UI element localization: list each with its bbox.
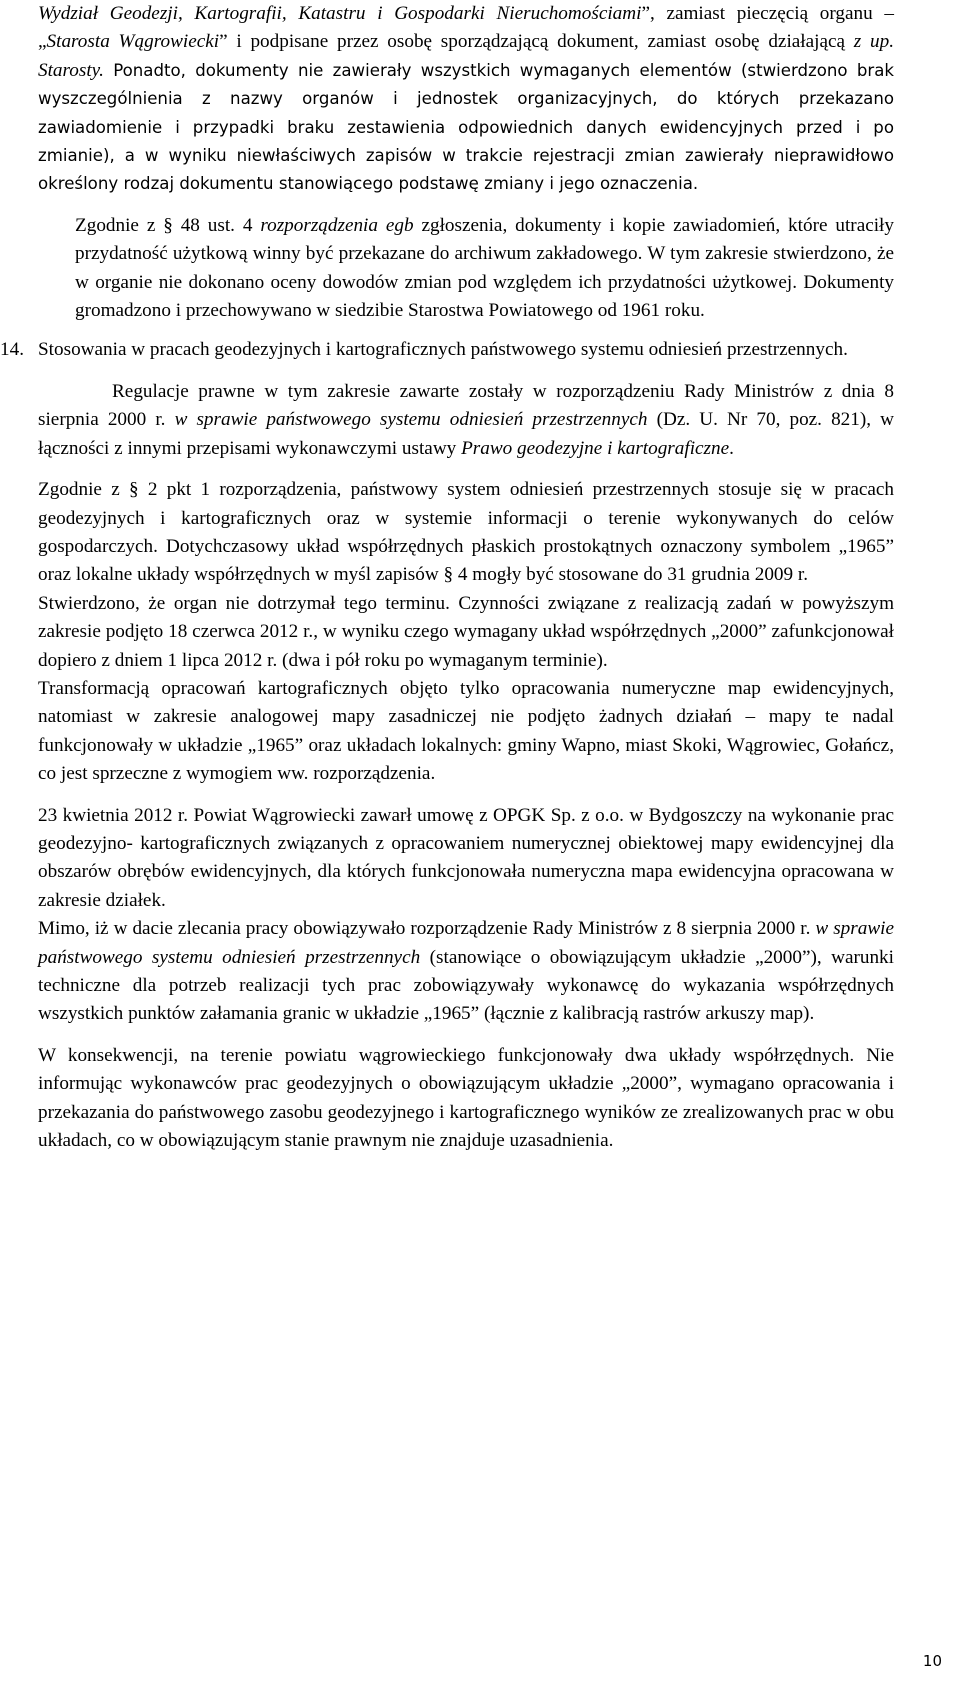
section-14-heading xyxy=(0,336,894,364)
department-name: Wydział Geodezji, Kartografii, Katastru i Gospodarki Nieruchomościami xyxy=(38,3,642,24)
section-number: 14. xyxy=(0,339,24,361)
text-span: Regulacje prawne w tym zakresie zawarte zostały w rozporządzeniu Rady Ministrów z dnia 8 sierpnia 2000 r. xyxy=(38,380,894,431)
paragraph-transformation: Transformacją opracowań kartograficznych objęto tylko opracowania numeryczne map ewidencyjnych, natomiast w zakresie analogowej mapy zasadniczej nie podjęto żadnych działań – mapy te nadal funkcjonowały w układzie „1965” oraz układach lokalnych: gminy Wapno, miast Skoki, Wągrowiec, Gołańcz, co jest sprzeczne z wymogiem ww. rozporządzenia. xyxy=(38,677,894,785)
text-span: Ponadto, dokumenty nie zawierały wszystkich wymaganych elementów (stwierdzono brak wyszczególnienia z nazwy organów i jednostek organizacyjnych, do których przekazano zawiadomienie i przypadki braku zestawienia odpowiednich danych ewidencyjnych przed i po zmianie), a w wyniku niewłaściwych zapisów w trakcie rejestracji zmian zawierały nieprawidłowo określony rodzaj dokumentu stanowiącego podstawę zmiany i jego oznaczenia. xyxy=(38,60,894,194)
paragraph-technical-conditions xyxy=(38,915,894,1029)
text-span: Mimo, iż w dacie zlecania pracy obowiązywało rozporządzenie Rady Ministrów z 8 sierpnia 2000 r. xyxy=(38,918,816,940)
regulation-title: w sprawie państwowego systemu odniesień przestrzennych xyxy=(174,409,648,431)
paragraph-consequence: W konsekwencji, na terenie powiatu wągrowieckiego funkcjonowały dwa układy współrzędnych. Nie informując wykonawców prac geodezyjnych o obowiązującym układzie „2000”, wymagano opracowania i przekazania do państwowego zasobu geodezyjnego i kartograficznego wyników ze zrealizowanych prac w obu układach, co w obowiązującym stanie prawnym nie znajduje uzasadnienia. xyxy=(38,1044,894,1152)
organ-name: Starosta Wągrowiecki xyxy=(46,31,220,53)
section-heading-text xyxy=(0,336,894,364)
text-span: . xyxy=(729,437,734,459)
regulation-title: w sprawie państwowego systemu odniesień przestrzennych xyxy=(38,918,894,968)
text-span: ”, zamiast pieczęcią organu – „ xyxy=(38,3,894,53)
text-span: (stanowiące o obowiązującym układzie „2000”), warunki techniczne dla potrzeb realizacji tych prac zobowiązywały wykonawcę do wykazania współrzędnych wszystkich punktów załamania granic w układzie „1965” (łącznie z kalibracją rastrów arkuszy map). xyxy=(38,946,894,1025)
page-number: 10 xyxy=(922,1652,942,1670)
section-title: Stosowania w pracach geodezyjnych i kartograficznych państwowego systemu odniesień przestrzennych. xyxy=(38,339,848,361)
paragraph-contract: 23 kwietnia 2012 r. Powiat Wągrowiecki zawarł umowę z OPGK Sp. z o.o. w Bydgoszczy na wykonanie prac geodezyjno- kartograficznych związanych z opracowaniem numerycznej obiektowej mapy ewidencyjnej dla obszarów obrębów ewidencyjnych, dla których funkcjonowała numeryczna mapa ewidencyjna opracowana w zakresie działek. xyxy=(38,804,894,911)
text-span: Zgodnie z § 48 ust. 4 xyxy=(75,214,261,236)
text-span: (Dz. U. Nr 70, poz. 821), w łączności z innymi przepisami wykonawczymi ustawy xyxy=(38,409,894,459)
text-span: ” i podpisane przez osobę sporządzającą dokument, zamiast osobę działającą xyxy=(219,31,854,53)
text-span: zgłoszenia, dokumenty i kopie zawiadomień, które utraciły przydatność użytkową winny być przekazane do archiwum zakładowego. W tym zakresie stwierdzono, że w organie nie dokonano oceny dowodów zmian pod względem ich przydatności użytkowej. Dokumenty gromadzono i przechowywano w siedzibie Starostwa Powiatowego od 1961 roku. xyxy=(75,214,894,322)
signature-note: z up. Starosty. xyxy=(38,31,894,81)
paragraph-archive-rules xyxy=(38,212,894,326)
paragraph-archive-stamp xyxy=(38,0,894,199)
regulation-ref: rozporządzenia egb xyxy=(260,214,414,236)
paragraph-regulations xyxy=(38,378,894,463)
paragraph-system-application: Zgodnie z § 2 pkt 1 rozporządzenia, państwowy system odniesień przestrzennych stosuje się w pracach geodezyjnych i kartograficznych oraz w systemie informacji o terenie wykonywanych do celów gospodarczych. Dotychczasowy układ współrzędnych płaskich prostokątnych oznaczony symbolem „1965” oraz lokalne układy współrzędnych w myśl zapisów § 4 mogły być stosowane do 31 grudnia 2009 r. xyxy=(38,479,894,586)
paragraph-deadline-finding: Stwierdzono, że organ nie dotrzymał tego terminu. Czynności związane z realizacją zadań w powyższym zakresie podjęto 18 czerwca 2012 r., w wyniku czego wymagany układ współrzędnych „2000” zafunkcjonował dopiero z dniem 1 lipca 2012 r. (dwa i pół roku po wymaganym terminie). xyxy=(38,592,894,671)
law-title: Prawo geodezyjne i kartograficzne xyxy=(461,437,730,459)
